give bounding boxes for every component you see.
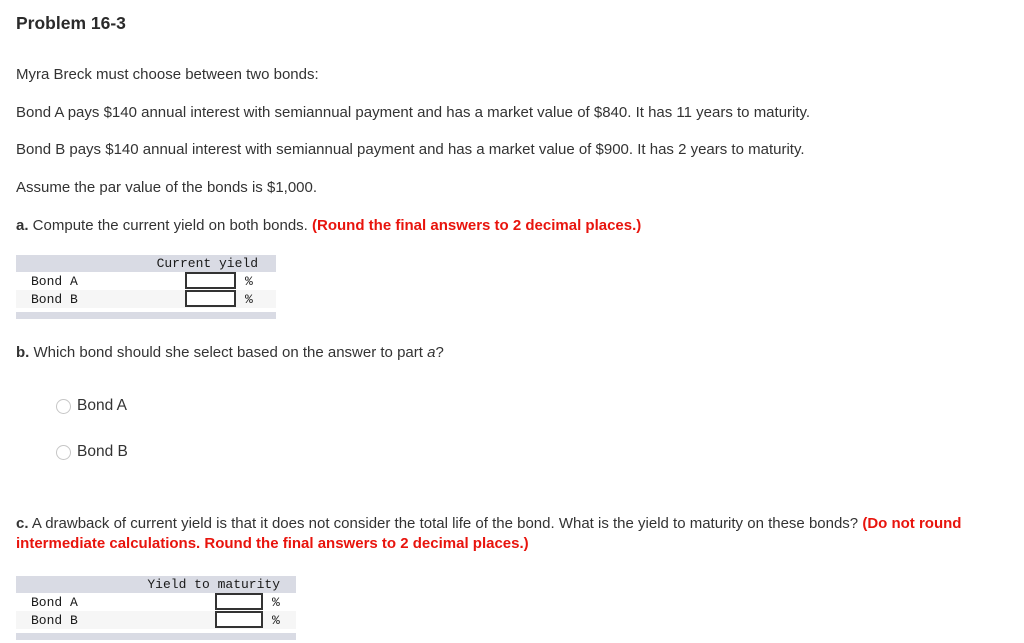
table-row [16, 290, 276, 308]
table-row [16, 593, 296, 611]
percent-sign: % [245, 292, 253, 307]
bond-b-row-label: Bond B [31, 291, 78, 307]
bond-b-row-label: Bond B [31, 612, 78, 628]
bond-b-ytm-input[interactable] [215, 611, 263, 628]
part-b-prompt [16, 343, 1011, 363]
part-a-text: Compute the current yield on both bonds. [28, 217, 313, 234]
bond-a-ytm-input[interactable] [215, 593, 263, 610]
part-b-text: Which bond should she select based on the answer to part [29, 344, 428, 361]
table-footer-bar [16, 633, 296, 640]
part-c-prompt [16, 514, 1011, 554]
table-footer-bar [16, 312, 276, 319]
yield-to-maturity-table [16, 576, 296, 640]
part-a-instruction: (Round the final answers to 2 decimal places.) [312, 217, 642, 234]
par-value-note: Assume the par value of the bonds is $1,000. [16, 179, 318, 196]
part-b-question-mark: ? [435, 344, 444, 361]
yield-to-maturity-table-header: Yield to maturity [16, 576, 296, 593]
part-c-label: c. [16, 515, 29, 532]
part-b-label: b. [16, 344, 30, 361]
part-a-prompt [16, 216, 1011, 236]
percent-sign: % [272, 613, 280, 628]
bond-b-radio-option[interactable] [56, 443, 128, 461]
part-c-instruction: (Do not round intermediate calculations. Round the final answers to 2 decimal places.) [16, 515, 962, 552]
bond-b-current-yield-input[interactable] [185, 290, 236, 307]
bond-b-radio-label: Bond B [77, 443, 128, 460]
percent-sign: % [272, 595, 280, 610]
bond-a-row-label: Bond A [31, 594, 78, 610]
bond-b-radio[interactable] [56, 445, 71, 460]
part-a-label: a. [16, 217, 29, 234]
current-yield-table [16, 255, 276, 319]
bond-b-description: Bond B pays $140 annual interest with semiannual payment and has a market value of $900. It has 2 years to maturity. [16, 141, 805, 158]
bond-a-description: Bond A pays $140 annual interest with semiannual payment and has a market value of $840. It has 11 years to maturity. [16, 104, 811, 121]
percent-sign: % [245, 274, 253, 289]
bond-a-row-label: Bond A [31, 273, 78, 289]
intro-text: Myra Breck must choose between two bonds: [16, 66, 319, 83]
bond-a-radio-label: Bond A [77, 397, 127, 414]
part-b-italic-ref: a [427, 344, 436, 361]
bond-a-radio-option[interactable] [56, 397, 127, 415]
part-c-text: A drawback of current yield is that it does not consider the total life of the bond. What is the yield to maturity on these bonds? [28, 515, 863, 532]
bond-a-current-yield-input[interactable] [185, 272, 236, 289]
table-row [16, 611, 296, 629]
current-yield-table-header: Current yield [16, 255, 276, 272]
table-row [16, 272, 276, 290]
page-title: Problem 16-3 [16, 13, 126, 33]
bond-a-radio[interactable] [56, 399, 71, 414]
